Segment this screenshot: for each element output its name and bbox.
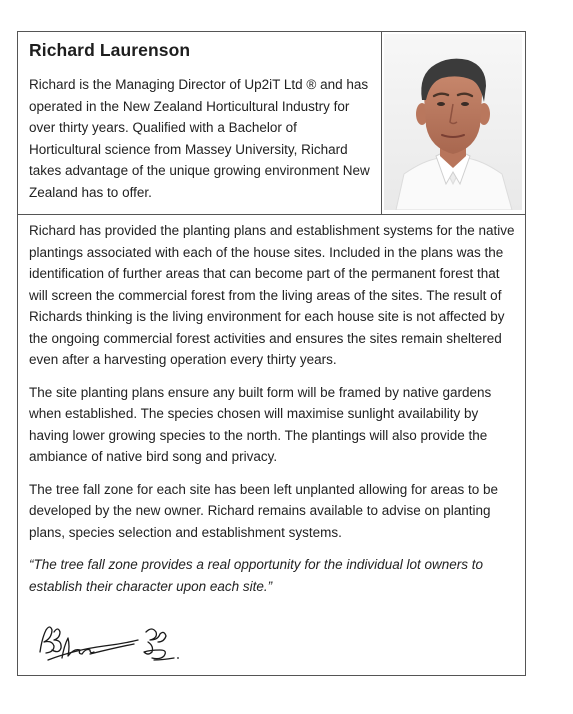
- profile-card: [17, 31, 526, 676]
- header-row: [18, 32, 525, 215]
- person-name: Richard Laurenson: [29, 40, 191, 60]
- intro-paragraph: Richard is the Managing Director of Up2iT Ltd ® and has operated in the New Zealand Horticultural Industry for over thirty years. Qualified with a Bachelor of Horticultural science from Massey University, Richard takes advantage of the unique growing environment New Zealand has to offer.: [29, 77, 370, 200]
- body-text: [29, 220, 519, 608]
- paragraph-site-planting: The site planting plans ensure any built form will be framed by native gardens when established. The species chosen will maximise sunlight availability by having lower growing species to the north. The plantings will also provide the ambiance of native bird song and privacy.: [29, 384, 492, 464]
- intro-section: [18, 32, 382, 214]
- quote: “The tree fall zone provides a real opportunity for the individual lot owners to establish their character upon each site.”: [29, 557, 483, 594]
- paragraph-tree-fall-zone: The tree fall zone for each site has been left unplanted allowing for areas to be developed by the new owner. Richard remains available to advise on planting plans, species selection and establishment systems.: [29, 481, 499, 540]
- portrait-photo: [384, 34, 522, 210]
- signature-icon: [34, 620, 184, 670]
- portrait-icon: [384, 34, 522, 210]
- paragraph-planting-plans: Richard has provided the planting plans and establishment systems for the native plantings associated with each of the house sites. Included in the plans was the identification of further areas that can become part of the permanent forest that will screen the commercial forest from the living areas of the sites. The result of Richards thinking is the living environment for each house site is not affected by the ongoing commercial forest activities and ensures the sites remain sheltered even after a harvesting operation every thirty years.: [29, 223, 515, 367]
